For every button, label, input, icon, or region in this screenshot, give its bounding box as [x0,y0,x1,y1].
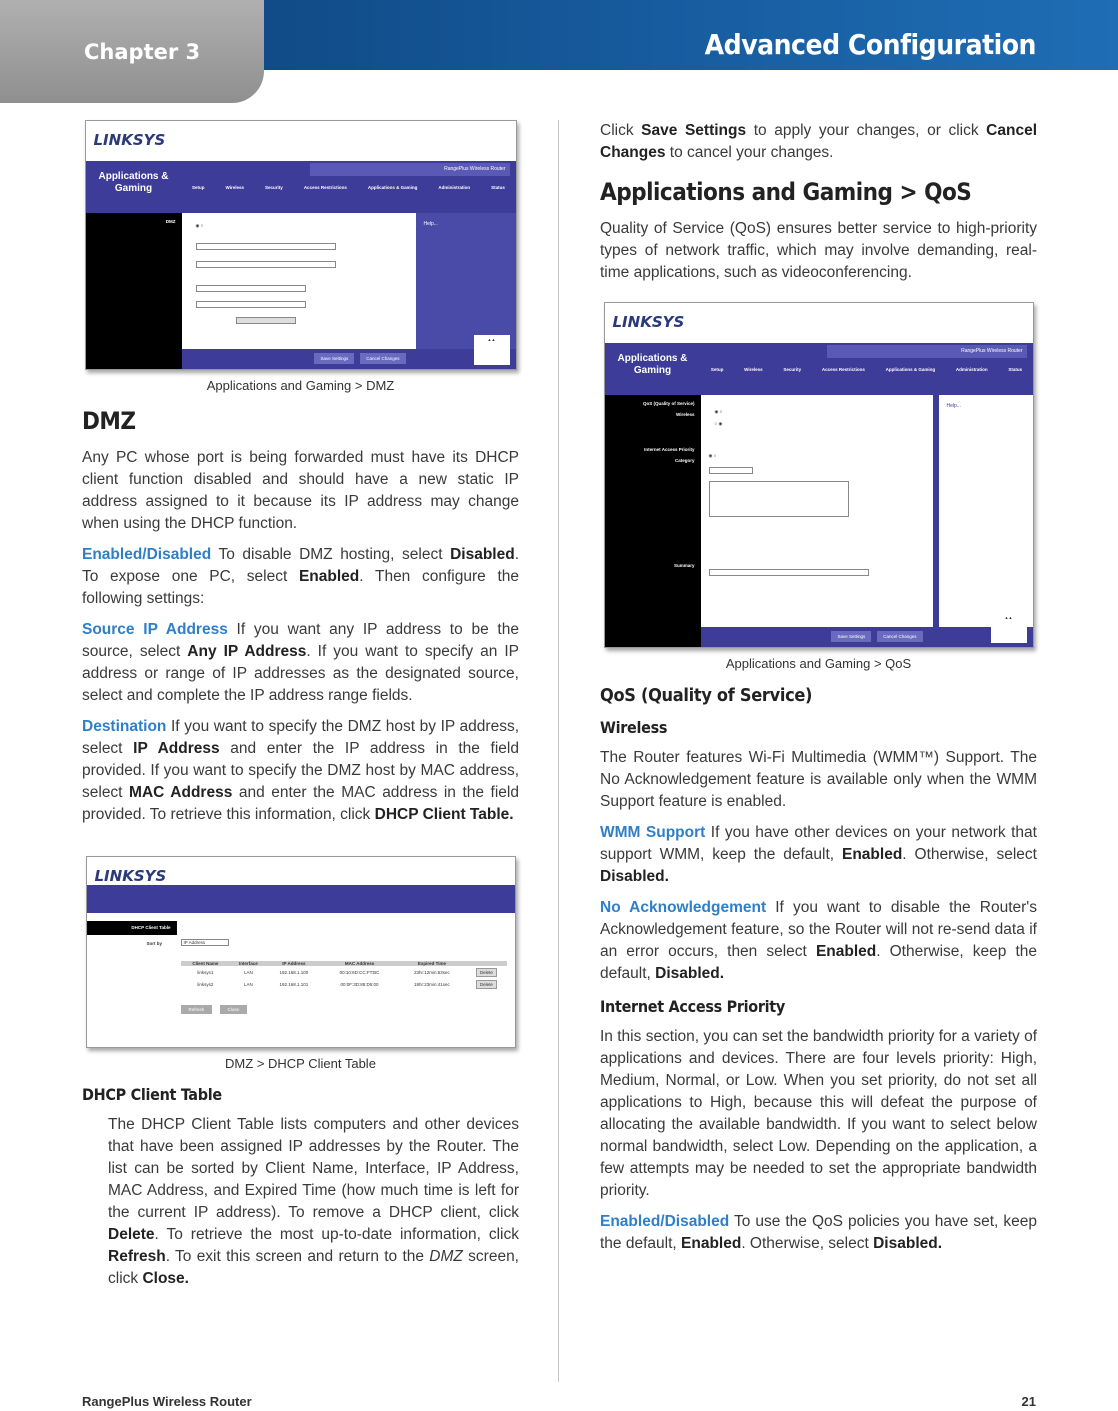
nav-tab: Applications & Gaming [367,184,418,190]
linksys-logo: LINKSYS [94,867,167,885]
header-title: Advanced Configuration [704,28,1036,61]
refresh-button: Refresh [181,1005,213,1014]
dhcp-table [181,961,507,990]
nav-tab: Wireless [744,366,763,372]
delete-button: Delete [476,980,497,989]
col-header: Client Name [192,961,219,966]
screenshot-product: RangePlus Wireless Router [310,163,510,176]
section-heading-qos: Applications and Gaming > QoS [600,178,972,206]
chapter-tab [0,0,264,103]
screenshot-side-label: QoS (Quality of Service) [642,401,695,406]
paragraph-no-ack: No Acknowledgement If you want to disable the Router's Acknowledgement feature, so the Router will not re-send data if an error occurs, then select Enabled. Otherwise, keep the default, Disabled. [600,899,1037,982]
delete-button: Delete [476,968,497,977]
close-button: Close [220,1005,248,1014]
nav-tab: Setup [710,366,724,372]
dhcp-client-table-screenshot [86,856,516,1048]
section-heading-dhcp: DHCP Client Table [82,1085,222,1104]
section-heading-dmz: DMZ [82,407,136,435]
screenshot-section-label: Applications & Gaming [605,343,701,395]
paragraph: Quality of Service (QoS) ensures better service to high-priority types of network traffic, which may involve demanding, real-time applications, such as videoconferencing. [600,220,1037,281]
table-cell: linksys1 [197,969,214,975]
paragraph-source-ip: Source IP Address If you want any IP address to be the source, select Any IP Address. If you want to specify an IP address or range of IP addresses as the designated source, select and complete the IP address range fields. [82,621,519,704]
screenshot-side-label: DMZ [165,219,176,224]
figure-caption: Applications and Gaming > QoS [725,656,912,671]
cisco-logo: ▲▲ [991,613,1027,643]
table-cell: 23hr:12min:53sec [414,969,450,975]
section-heading-qos2: QoS (Quality of Service) [600,685,813,706]
table-row [181,966,507,978]
cancel-changes-button: Cancel Changes [360,353,405,364]
sort-label: Sort by [146,941,163,946]
qos-screenshot: LINKSYS Applications & Gaming RangePlus Wireless Router Setup Wireless Security Access Restrictions Applications & Gaming Administration Status QoS (Quality of Service) Wireless Internet Access Priority Category Summary Help... ◉ ○ ○ ◉ ◉ ○ Save Settings Cancel Changes ▲▲ [604,302,1034,648]
col-header: Interface [238,961,258,966]
screenshot-section-label: Applications & Gaming [86,161,182,213]
save-settings-button: Save Settings [314,353,354,364]
cancel-changes-button: Cancel Changes [877,631,922,642]
dmz-screenshot: LINKSYS Applications & Gaming RangePlus Wireless Router Setup Wireless Security Access Restrictions Applications & Gaming Administration Status DMZ Help... ◉ ○ Save Settings Cancel Changes ▲▲ [85,120,517,370]
linksys-logo: LINKSYS [93,131,166,149]
col-header: Expired Time [417,961,446,966]
column-divider [558,120,559,1382]
screenshot-side-wireless: Wireless [676,412,695,417]
cisco-logo: ▲▲ [474,335,510,365]
nav-tab: Wireless [225,184,245,190]
left-column [82,120,519,1299]
sort-select: IP Address [181,939,229,946]
table-row [181,978,507,990]
paragraph: In this section, you can set the bandwidth priority for a variety of applications and devices. There are four levels priority: High, Medium, Normal, or Low. When you set priority, do not set all applications to High, because this will defeat the purpose of allocating the available bandwidth. If you want to select below normal bandwidth, select Low. Depending on the application, a few attempts may be needed to set the appropriate bandwidth priority. [600,1028,1037,1199]
right-column [600,120,1037,1264]
figure-caption: Applications and Gaming > DMZ [206,378,395,393]
screenshot-side-iap: Internet Access Priority [644,447,695,452]
table-cell: 192.168.1.100 [279,969,309,975]
nav-tab: Status [1008,366,1023,372]
screenshot-help: Help... [933,395,1033,647]
nav-tab: Access Restrictions [821,366,865,372]
nav-tab: Status [491,184,505,190]
table-cell: LAN [243,969,253,975]
screenshot-side-category: Category [674,458,695,463]
nav-tab: Administration [438,184,471,190]
subheading-iap: Internet Access Priority [600,997,785,1016]
chapter-label: Chapter 3 [84,40,201,64]
table-cell: 00:10:6D:CC:FT:BC [339,969,380,975]
table-cell: LAN [243,981,253,987]
footer-product: RangePlus Wireless Router [82,1394,252,1409]
table-cell: 18hr:23min:41sec [414,981,450,987]
paragraph: Any PC whose port is being forwarded must have its DHCP client function disabled and should have a new static IP address assigned to it because its IP address may change when using the DHCP function. [82,449,519,532]
figure-caption: DMZ > DHCP Client Table [225,1056,376,1071]
nav-tab: Security [783,366,802,372]
paragraph-enabled-disabled: Enabled/Disabled To disable DMZ hosting, select Disabled. To expose one PC, select Enabled. Then configure the following settings: [82,546,519,607]
nav-tab: Setup [192,184,205,190]
table-cell: 00:0F:3D:85:D5:00 [340,981,379,987]
subheading-wireless: Wireless [600,718,668,737]
paragraph-save: Click Save Settings to apply your changes, or click Cancel Changes to cancel your changes. [600,122,1038,161]
nav-tab: Administration [955,366,988,372]
nav-tab: Applications & Gaming [885,366,936,372]
screenshot-product: RangePlus Wireless Router [827,345,1027,358]
nav-tab: Access Restrictions [303,184,347,190]
paragraph-dhcp-table: The DHCP Client Table lists computers and other devices that have been assigned IP addresses by the Router. The list can be sorted by Client Name, Interface, IP Address, MAC Address, and Expired Time (how much time is left for the current IP address). To remove a DHCP client, click Delete. To retrieve the most up-to-date information, click Refresh. To exit this screen and return to the DMZ screen, click Close. [108,1116,519,1287]
paragraph-enabled-disabled: Enabled/Disabled To use the QoS policies you have set, keep the default, Enabled. Otherwise, select Disabled. [600,1213,1037,1252]
table-cell: 192.168.1.101 [279,981,309,987]
screenshot-side-summary: Summary [673,563,695,568]
table-cell: linksys2 [197,981,214,987]
screenshot-side-label: DHCP Client Table [87,921,177,935]
page-number: 21 [1021,1394,1036,1409]
col-header: MAC Address [344,961,375,966]
nav-tab: Security [265,184,283,190]
paragraph-wmm: WMM Support If you have other devices on your network that support WMM, keep the default, Enabled. Otherwise, select Disabled. [600,824,1037,885]
save-settings-button: Save Settings [831,631,871,642]
screenshot-help: Help... [416,213,516,369]
linksys-logo: LINKSYS [612,313,685,331]
paragraph-destination: Destination If you want to specify the DMZ host by IP address, select IP Address and enter the IP address in the field provided. If you want to specify the DMZ host by MAC address, select MAC Address and enter the MAC address in the field provided. To retrieve this information, click DHCP Client Table. [82,718,519,823]
col-header: IP Address [282,961,306,966]
paragraph: The Router features Wi-Fi Multimedia (WMM™) Support. The No Acknowledgement feature is available only when the WMM Support feature is enabled. [600,749,1037,810]
